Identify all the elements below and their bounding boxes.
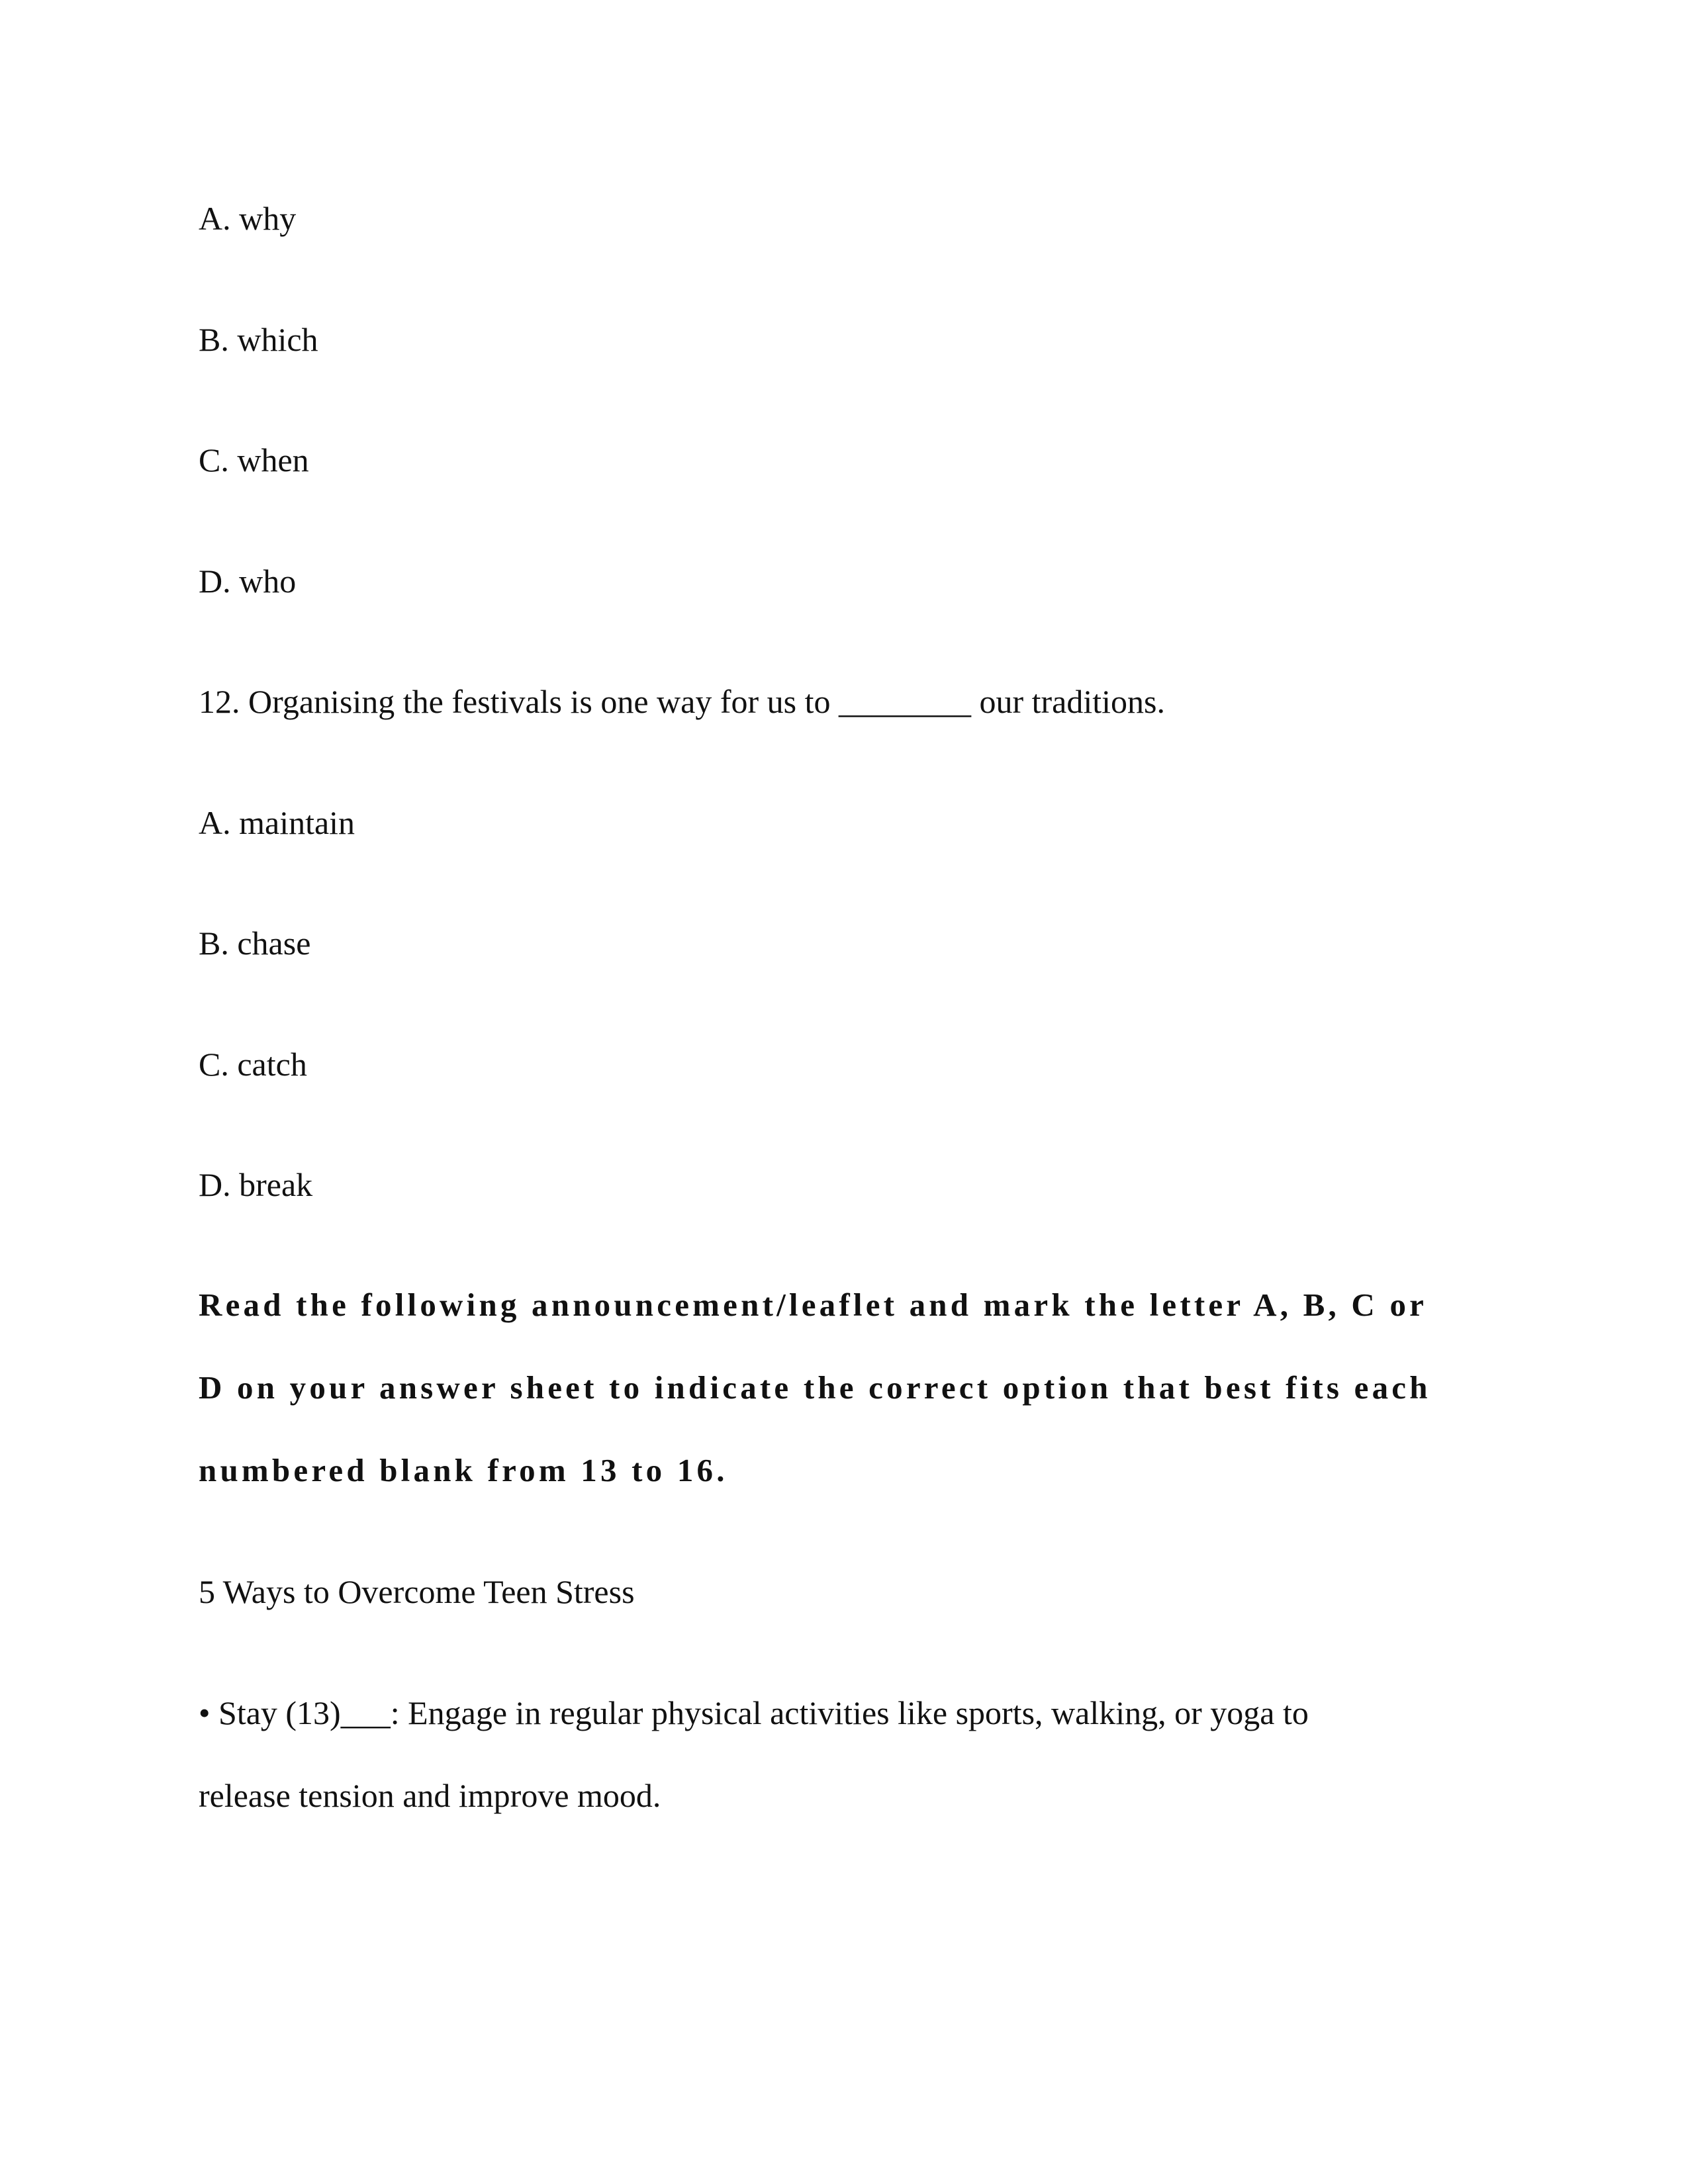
leaflet-title: 5 Ways to Overcome Teen Stress xyxy=(199,1573,635,1610)
q12-option-b: B. chase xyxy=(199,925,311,962)
q12-option-d: D. break xyxy=(199,1166,313,1203)
q12-option-c: C. catch xyxy=(199,1046,307,1083)
q11-option-d: D. who xyxy=(199,563,297,600)
q12-option-a: A. maintain xyxy=(199,804,355,841)
instruction-line-3: numbered blank from 13 to 16. xyxy=(199,1452,728,1488)
leaflet-item-1-line-1: • Stay (13)___: Engage in regular physical activities like sports, walking, or yoga to xyxy=(199,1694,1309,1731)
q11-option-b: B. which xyxy=(199,321,318,358)
instruction-line-2: D on your answer sheet to indicate the correct option that best fits each xyxy=(199,1369,1431,1406)
q11-option-a: A. why xyxy=(199,200,297,237)
instruction-line-1: Read the following announcement/leaflet and mark the letter A, B, C or xyxy=(199,1287,1428,1323)
leaflet-item-1-line-2: release tension and improve mood. xyxy=(199,1777,661,1814)
q11-option-c: C. when xyxy=(199,441,309,478)
q12-question: 12. Organising the festivals is one way for us to ________ our traditions. xyxy=(199,683,1166,720)
